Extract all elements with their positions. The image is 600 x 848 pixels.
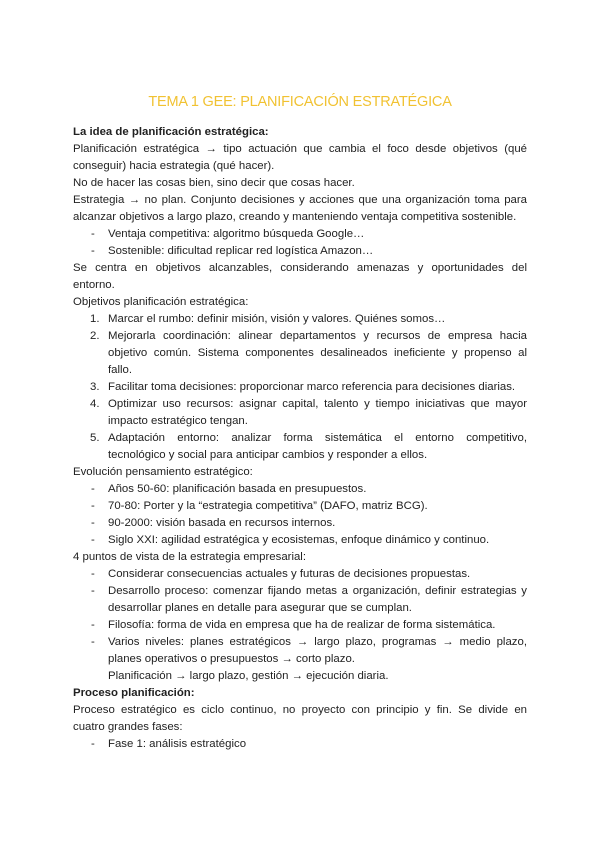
list-item (73, 379, 527, 396)
paragraph-line: alcanzar objetivos a largo plazo, creando y manteniendo ventaja competitiva sostenible. (73, 211, 517, 223)
paragraph-line: Planificación estratégica → tipo actuación que cambia el foco desde objetivos (qué (73, 143, 527, 155)
list-item-line: objetivo común. Sistema componentes desalineados ineficiente y propenso al (108, 347, 527, 359)
paragraph-line: Se centra en objetivos alcanzables, considerando amenazas y oportunidades del (73, 262, 527, 274)
list-item-line: Adaptación entorno: analizar forma sistemática el entorno competitivo, (108, 432, 527, 444)
list-item (73, 328, 527, 379)
list-item: - Fase 1: análisis estratégico (73, 736, 527, 753)
list-number: 2. (90, 330, 100, 342)
list-item (73, 430, 527, 464)
list-item (73, 617, 527, 634)
list-item-line: - Filosofía: forma de vida en empresa que ha de realizar de forma sistemática. (108, 619, 496, 631)
list-item-line: impacto estratégico tengan. (108, 415, 248, 427)
bullet-list (73, 226, 527, 260)
list-label: 4 puntos de vista de la estrategia empresarial: (73, 551, 307, 563)
list-item-line: tecnológico y social para anticipar cambios y responder a ellos. (108, 449, 428, 461)
list-number: 3. (90, 381, 100, 393)
list-label: Objetivos planificación estratégica: (73, 296, 249, 308)
list-item: - 90-2000: visión basada en recursos internos. (73, 515, 527, 532)
list-item: - Siglo XXI: agilidad estratégica y ecosistemas, enfoque dinámico y continuo. (73, 532, 527, 549)
list-number: 5. (90, 432, 100, 444)
bullet-list (73, 736, 527, 753)
list-item: - 70-80: Porter y la “estrategia competitiva” (DAFO, matriz BCG). (73, 498, 527, 515)
list-item-line: - Considerar consecuencias actuales y futuras de decisiones propuestas. (108, 568, 471, 580)
paragraph: No de hacer las cosas bien, sino decir que cosas hacer. (73, 177, 355, 189)
list-item (73, 566, 527, 583)
paragraph-line: Estrategia → no plan. Conjunto decisiones y acciones que una organización toma para (73, 194, 527, 206)
paragraph-line: entorno. (73, 279, 115, 291)
list-item (73, 634, 527, 685)
list-item-line: desarrollar planes en detalle para asegurar que se cumplan. (108, 602, 412, 614)
list-item-line: - Desarrollo proceso: comenzar fijando metas a organización, definir estrategias y (108, 585, 527, 597)
page-title: TEMA 1 GEE: PLANIFICACIÓN ESTRATÉGICA (148, 94, 452, 110)
document-body (73, 124, 527, 753)
list-item: - Ventaja competitiva: algoritmo búsqueda Google… (73, 226, 527, 243)
list-item: - Años 50-60: planificación basada en presupuestos. (73, 481, 527, 498)
list-item: - Sostenible: dificultad replicar red logística Amazon… (73, 243, 527, 260)
list-item-line: Facilitar toma decisiones: proporcionar marco referencia para decisiones diarias. (108, 381, 516, 393)
paragraph-line: conseguir) hacia estrategia (qué hacer). (73, 160, 275, 172)
paragraph-line: cuatro grandes fases: (73, 721, 183, 733)
bullet-list (73, 566, 527, 685)
list-item (73, 396, 527, 430)
list-item-line: Marcar el rumbo: definir misión, visión y valores. Quiénes somos… (108, 313, 446, 325)
section-heading: Proceso planificación: (73, 687, 195, 699)
list-number: 4. (90, 398, 100, 410)
section-heading: La idea de planificación estratégica: (73, 126, 269, 138)
list-item-line: Mejorarla coordinación: alinear departamentos y recursos de empresa hacia (108, 330, 527, 342)
list-item (73, 583, 527, 617)
bullet-list (73, 481, 527, 549)
list-item-line: Optimizar uso recursos: asignar capital, talento y tiempo iniciativas que mayor (108, 398, 527, 410)
list-item-line: - Varios niveles: planes estratégicos → largo plazo, programas → medio plazo, (108, 636, 527, 648)
list-item-line: planes operativos o presupuestos → corto plazo. (108, 653, 355, 665)
list-item (73, 311, 527, 328)
list-item-line: Planificación → largo plazo, gestión → ejecución diaria. (108, 670, 389, 682)
list-item-line: fallo. (108, 364, 133, 376)
numbered-list (73, 311, 527, 464)
paragraph-line: Proceso estratégico es ciclo continuo, no proyecto con principio y fin. Se divide en (73, 704, 527, 716)
list-number: 1. (90, 313, 100, 325)
list-label: Evolución pensamiento estratégico: (73, 466, 253, 478)
